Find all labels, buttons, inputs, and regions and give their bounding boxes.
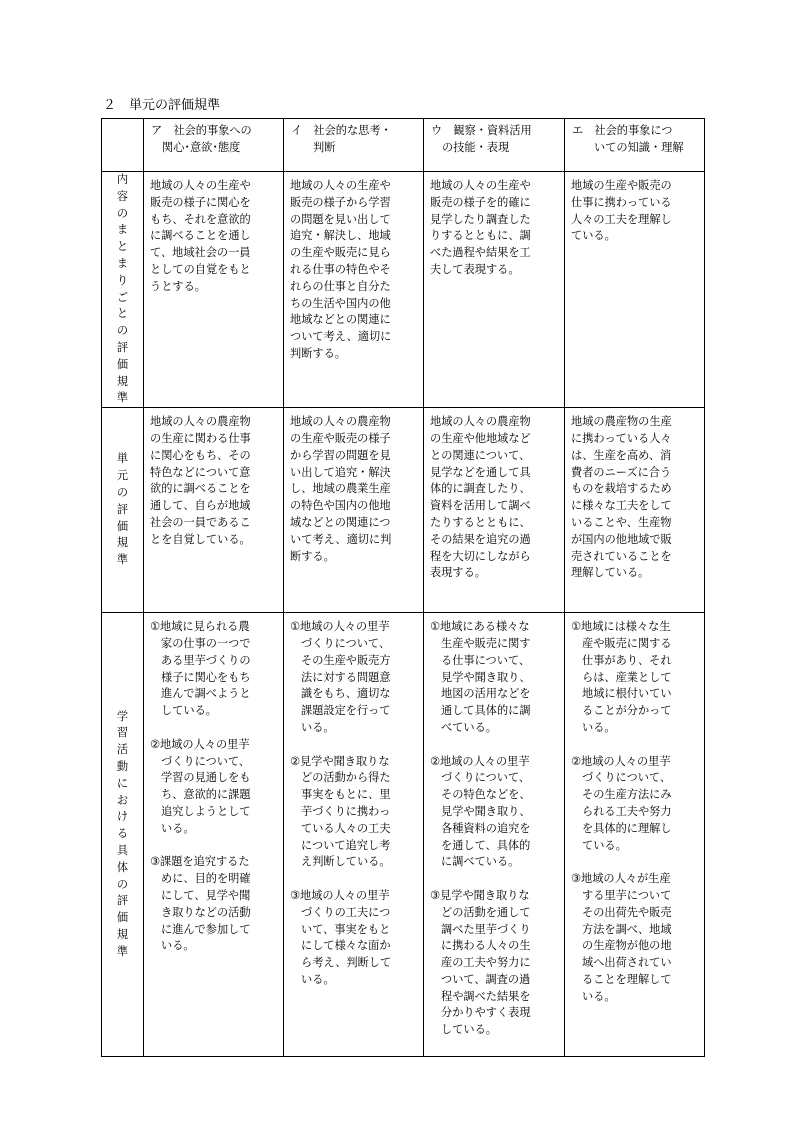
criteria-line: に調べることを通し (150, 229, 251, 243)
criteria-cell (424, 172, 565, 408)
criteria-line: にして、見学や聞 (161, 888, 251, 902)
criteria-line: ら考え、判断して (301, 956, 392, 970)
criteria-line: べている。 (441, 720, 497, 734)
criteria-line: その結果を追究の過 (430, 532, 531, 546)
page-title: ２ 単元の評価規準 (103, 98, 221, 113)
criteria-line: ①地域には様々な生 (571, 620, 671, 634)
criteria-line: 地域の人々の生産や (290, 179, 391, 192)
criteria-line: 産や販売に関する (582, 636, 672, 650)
criteria-line: 程を大切にしながら (430, 549, 531, 563)
criteria-line: 販売の様子に関心を (150, 195, 251, 209)
row-content-criteria (102, 172, 705, 408)
criteria-cell (144, 408, 284, 613)
criteria-line: いて考え、適切に判 (290, 532, 392, 546)
criteria-line: 家の仕事の一つで (161, 636, 251, 650)
row-unit-criteria (102, 408, 705, 613)
criteria-cell (424, 613, 565, 1057)
criteria-line: の生産物が他の地 (582, 939, 672, 953)
criteria-line: 売されていることを (571, 549, 672, 563)
criteria-line: その出荷先や販売 (582, 905, 672, 919)
column-header-line: イ 社会的な思考・ (291, 124, 392, 137)
criteria-line: づくりについて、 (582, 771, 672, 785)
criteria-line: 調べた里芋づくり (441, 922, 531, 936)
criteria-line: 費者のニーズに合う (571, 465, 672, 479)
criteria-line: ある里芋づくりの (161, 653, 251, 667)
criteria-line: 産の工夫や努力に (441, 956, 531, 970)
criteria-line: について追究し考 (301, 838, 391, 852)
criteria-line: の生産や販売に見ら (290, 246, 391, 260)
criteria-line: 販売の様子を的確に (430, 195, 531, 209)
criteria-line: ③課題を追究するた (150, 855, 250, 869)
criteria-line: 生産や販売に関す (441, 636, 531, 650)
criteria-cell (284, 172, 424, 408)
criteria-cell (144, 172, 284, 408)
criteria-line: 特色などについて意 (150, 465, 251, 479)
column-header-line: ウ 観察・資料活用 (431, 124, 532, 137)
column-header-interest (144, 119, 284, 172)
criteria-line: に関心をもち、その (150, 448, 251, 462)
criteria-line: 地域の人々の農産物 (430, 415, 531, 429)
criteria-line: 地域の人々の農産物 (290, 415, 391, 429)
criteria-line: 販売の様子から学習 (290, 195, 391, 209)
criteria-line: 地域の人々の農産物 (150, 415, 251, 429)
criteria-line: どの活動から得た (301, 771, 391, 785)
criteria-item (150, 619, 280, 720)
evaluation-criteria-table (101, 118, 705, 1057)
criteria-line: ものを栽培するため (571, 482, 672, 496)
criteria-line: の特色や国内の他地 (290, 499, 391, 513)
criteria-line: から学習の問題を見 (290, 448, 391, 462)
criteria-line: 地域に根付いてい (582, 687, 672, 701)
criteria-line: いることや、生産物 (571, 515, 672, 529)
criteria-line: とを自覚している。 (150, 532, 251, 546)
criteria-line: する里芋について (582, 888, 672, 902)
criteria-item (290, 414, 420, 565)
column-header-line: エ 社会的事象につ (572, 124, 673, 137)
criteria-line: 法に対する問題意 (301, 670, 391, 684)
row-header-text: 単元の評価規準 (116, 452, 129, 567)
criteria-line: いる。 (161, 939, 195, 953)
criteria-line: れる仕事の特色やそ (290, 262, 391, 276)
criteria-line: ている人々の工夫 (301, 821, 391, 835)
criteria-line: は、生産を高め、消 (571, 448, 672, 462)
criteria-line: 通して具体的に調 (441, 704, 531, 718)
criteria-line: ③見学や聞き取りな (430, 888, 530, 902)
criteria-line: 地域の生産や販売の (571, 179, 672, 192)
criteria-line: べた過程や結果を工 (430, 246, 531, 260)
criteria-line: 追究・解決し、地域 (290, 229, 391, 243)
criteria-line: たりするとともに、 (430, 515, 531, 529)
row-header (102, 613, 144, 1057)
criteria-line: 判断する。 (290, 346, 346, 360)
column-header-line: の技能・表現 (442, 140, 510, 154)
criteria-line: 仕事に携わっている (571, 195, 672, 209)
criteria-line: 芋づくりに携わっ (301, 804, 391, 818)
criteria-item (150, 414, 280, 548)
criteria-cell (565, 408, 705, 613)
criteria-line: 断する。 (290, 549, 335, 563)
criteria-cell (565, 172, 705, 408)
criteria-line: 資料を活用して調べ (430, 499, 531, 513)
criteria-line: いる。 (161, 821, 195, 835)
criteria-line: し、地域の農業生産 (290, 482, 391, 496)
criteria-line: 地域の人々の生産や (150, 179, 251, 192)
criteria-item (150, 737, 280, 838)
criteria-line: て、地域社会の一員 (150, 246, 251, 260)
column-header-thinking (284, 119, 424, 172)
row-header-text: 学習活動における具体の評価規準 (116, 709, 129, 958)
criteria-item (430, 178, 561, 279)
criteria-line: 見学や聞き取り、 (441, 670, 531, 684)
criteria-line: ③地域の人々が生産 (571, 872, 671, 886)
criteria-line: いる。 (582, 720, 616, 734)
criteria-line: 方法を調べ、地域 (582, 922, 672, 936)
criteria-cell (144, 613, 284, 1057)
criteria-line: 見学や聞き取り、 (441, 804, 531, 818)
criteria-line: らは、産業として (582, 670, 672, 684)
criteria-line: 地図の活用などを (441, 687, 531, 701)
criteria-line: 域へ出荷されてい (582, 956, 672, 970)
criteria-line: としての自覚をもと (150, 262, 251, 276)
criteria-line: 通して、自らが地域 (150, 499, 251, 513)
criteria-line: ち、意欲的に課題 (161, 788, 251, 802)
criteria-item (290, 619, 420, 737)
criteria-line: られる工夫や努力 (582, 804, 672, 818)
criteria-line: もち、それを意欲的 (150, 212, 251, 226)
criteria-line: うとする。 (150, 279, 206, 293)
column-header-knowledge (565, 119, 705, 172)
criteria-line: ①地域に見られる農 (150, 620, 250, 634)
criteria-line: ることが分かって (582, 704, 672, 718)
row-header-text: 内容のまとまりごとの評価規準 (116, 173, 129, 405)
criteria-cell (284, 613, 424, 1057)
criteria-line: いる。 (301, 972, 335, 986)
criteria-item (571, 414, 701, 582)
criteria-line: している。 (161, 704, 217, 718)
criteria-item (290, 178, 420, 363)
column-header-line: いての知識・理解 (594, 140, 684, 154)
criteria-line: の生産や他地域など (430, 431, 531, 445)
criteria-line: にして様々な面か (301, 939, 391, 953)
criteria-item (150, 178, 280, 296)
criteria-line: き取りなどの活動 (161, 905, 251, 919)
criteria-line: 分かりやすく表現 (441, 1006, 531, 1020)
criteria-line: に携わる人々の生 (441, 939, 531, 953)
criteria-line: づくりの工夫につ (301, 905, 391, 919)
criteria-line: 夫して表現する。 (430, 262, 520, 276)
criteria-line: いる。 (301, 720, 335, 734)
criteria-line: づくりについて、 (441, 771, 531, 785)
criteria-line: ついて考え、適切に (290, 330, 392, 344)
criteria-line: ている。 (582, 838, 627, 852)
criteria-line: ②見学や聞き取りな (290, 754, 390, 768)
criteria-line: ②地域の人々の里芋 (430, 754, 530, 768)
criteria-line: に調べている。 (441, 855, 520, 869)
criteria-item (571, 619, 701, 737)
criteria-line: 見学したり調査した (430, 212, 531, 226)
criteria-cell (424, 408, 565, 613)
criteria-line: 地域などとの関連に (290, 313, 391, 327)
row-header (102, 172, 144, 408)
criteria-line: づくりについて、 (301, 636, 391, 650)
criteria-line: どの活動を通して (441, 905, 531, 919)
criteria-line: い出して追究・解決 (290, 465, 391, 479)
criteria-line: りするとともに、調 (430, 229, 531, 243)
criteria-line: 見学などを通して具 (430, 465, 531, 479)
column-header-line: 関心･意欲･態度 (162, 140, 241, 154)
row-activity-criteria (102, 613, 705, 1057)
criteria-line: ちの生活や国内の他 (290, 296, 391, 310)
criteria-line: その生産方法にみ (582, 788, 672, 802)
table-header-row (102, 119, 705, 172)
criteria-line: めに、目的を明確 (161, 872, 251, 886)
criteria-line: ②地域の人々の里芋 (571, 754, 671, 768)
criteria-line: 理解している。 (571, 566, 650, 580)
criteria-line: 域などとの関連につ (290, 515, 391, 529)
criteria-line: ついて、調査の過 (441, 972, 531, 986)
criteria-item (571, 178, 701, 245)
criteria-line: ている。 (571, 229, 616, 243)
criteria-line: 課題設定を行って (301, 704, 391, 718)
criteria-line: ②地域の人々の里芋 (150, 737, 250, 751)
criteria-line: 欲的に調べることを (150, 482, 251, 496)
criteria-cell (565, 613, 705, 1057)
criteria-line: 学習の見通しをも (161, 771, 251, 785)
criteria-line: の生産や販売の様子 (290, 431, 391, 445)
criteria-line: を具体的に理解し (582, 821, 672, 835)
column-header-skills (424, 119, 565, 172)
criteria-line: 識をもち、適切な (301, 687, 391, 701)
column-header-line: ア 社会的事象への (151, 124, 252, 137)
criteria-line: との関連について、 (430, 448, 531, 462)
criteria-line: に様々な工夫をして (571, 499, 672, 513)
criteria-item (430, 754, 561, 872)
row-header (102, 408, 144, 613)
criteria-item (571, 871, 701, 1005)
criteria-line: る仕事について、 (441, 653, 531, 667)
criteria-item (430, 888, 561, 1039)
criteria-line: ることを理解して (582, 972, 672, 986)
criteria-line: れらの仕事と自分た (290, 279, 391, 293)
criteria-line: に進んで参加して (161, 922, 251, 936)
criteria-line: その生産や販売方 (301, 653, 391, 667)
criteria-line: 表現する。 (430, 566, 486, 580)
criteria-line: 社会の一員であるこ (150, 515, 251, 529)
criteria-line: いる。 (582, 989, 616, 1003)
criteria-line: 地域の人々の生産や (430, 179, 531, 192)
criteria-line: 地域の農産物の生産 (571, 415, 672, 429)
criteria-item (430, 414, 561, 582)
criteria-cell (284, 408, 424, 613)
criteria-line: 事実をもとに、里 (301, 788, 391, 802)
criteria-line: その特色などを、 (441, 788, 531, 802)
criteria-line: 仕事があり、それ (582, 653, 672, 667)
criteria-line: づくりについて、 (161, 754, 251, 768)
criteria-line: 各種資料の追究を (441, 821, 531, 835)
criteria-item (150, 854, 280, 955)
criteria-line: の問題を見い出して (290, 212, 391, 226)
criteria-line: 追究しようとして (161, 804, 251, 818)
criteria-line: 様子に関心をもち (161, 670, 251, 684)
criteria-line: ③地域の人々の里芋 (290, 888, 390, 902)
column-header-line: 判断 (313, 140, 336, 154)
criteria-line: 人々の工夫を理解し (571, 212, 672, 226)
criteria-line: え判断している。 (301, 855, 391, 869)
criteria-line: している。 (441, 1023, 497, 1037)
criteria-line: 程や調べた結果を (441, 989, 531, 1003)
criteria-item (571, 754, 701, 855)
criteria-line: が国内の他地域で販 (571, 532, 672, 546)
table-corner-cell (102, 119, 144, 172)
criteria-line: 体的に調査したり、 (430, 482, 531, 496)
criteria-item (290, 754, 420, 872)
criteria-line: ①地域にある様々な (430, 620, 530, 634)
criteria-line: の生産に関わる仕事 (150, 431, 251, 445)
criteria-item (430, 619, 561, 737)
criteria-line: を通して、具体的 (441, 838, 531, 852)
criteria-line: 進んで調べようと (161, 687, 251, 701)
criteria-line: いて、事実をもと (301, 922, 391, 936)
criteria-item (290, 888, 420, 989)
criteria-line: ①地域の人々の里芋 (290, 620, 390, 634)
criteria-line: に携わっている人々 (571, 431, 672, 445)
